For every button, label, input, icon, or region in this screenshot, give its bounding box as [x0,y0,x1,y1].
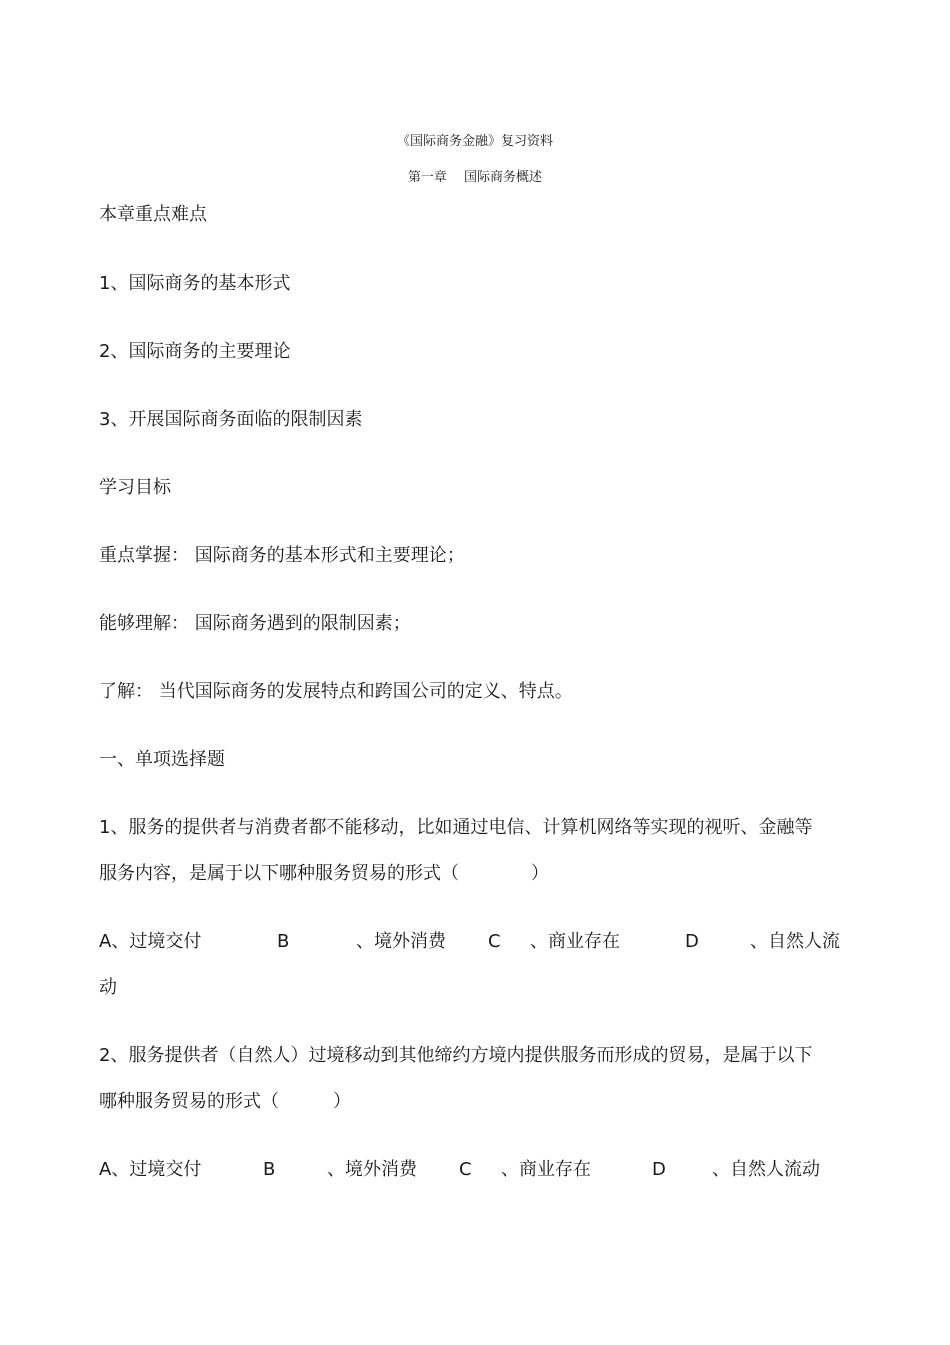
q1-option-d-text: 、自然人流 [750,931,840,952]
q2-option-d-letter: D [652,1159,666,1180]
objective-item: 重点掌握： 国际商务的基本形式和主要理论； [99,545,465,566]
q1-option-b-letter: B [277,931,290,952]
q2-option-b-text: 、境外消费 [327,1159,417,1180]
key-point-item: 2、国际商务的主要理论 [99,341,291,362]
question-2-text: 2、服务提供者（自然人）过境移动到其他缔约方境内提供服务而形成的贸易，是属于以下 [99,1045,813,1066]
q2-option-d-text: 、自然人流动 [712,1159,820,1180]
objectives-heading: 学习目标 [99,477,171,498]
q2-option-a: A、过境交付 [99,1159,202,1180]
objective-item: 了解： 当代国际商务的发展特点和跨国公司的定义、特点。 [99,681,573,702]
question-1-text: 1、服务的提供者与消费者都不能移动，比如通过电信、计算机网络等实现的视听、金融等 [99,817,813,838]
q1-option-d-wrap: 动 [99,977,117,998]
q2-option-b-letter: B [263,1159,276,1180]
q2-option-c-text: 、商业存在 [501,1159,591,1180]
objective-item: 能够理解： 国际商务遇到的限制因素； [99,613,411,634]
question-2-text-cont: 哪种服务贸易的形式（ ） [99,1091,351,1112]
q1-option-b-text: 、境外消费 [356,931,446,952]
key-point-item: 1、国际商务的基本形式 [99,273,291,294]
document-title: 《国际商务金融》复习资料 [396,134,553,149]
question-1-text-cont: 服务内容，是属于以下哪种服务贸易的形式（ ） [99,863,549,884]
q2-option-c-letter: C [459,1159,472,1180]
key-point-item: 3、开展国际商务面临的限制因素 [99,409,363,430]
q1-option-c-text: 、商业存在 [530,931,620,952]
section-heading-single-choice: 一、单项选择题 [99,749,225,770]
q1-option-c-letter: C [488,931,501,952]
key-points-heading: 本章重点难点 [99,204,207,225]
q1-option-d-letter: D [685,931,699,952]
q1-option-a: A、过境交付 [99,931,202,952]
chapter-title: 第一章 国际商务概述 [407,170,543,185]
